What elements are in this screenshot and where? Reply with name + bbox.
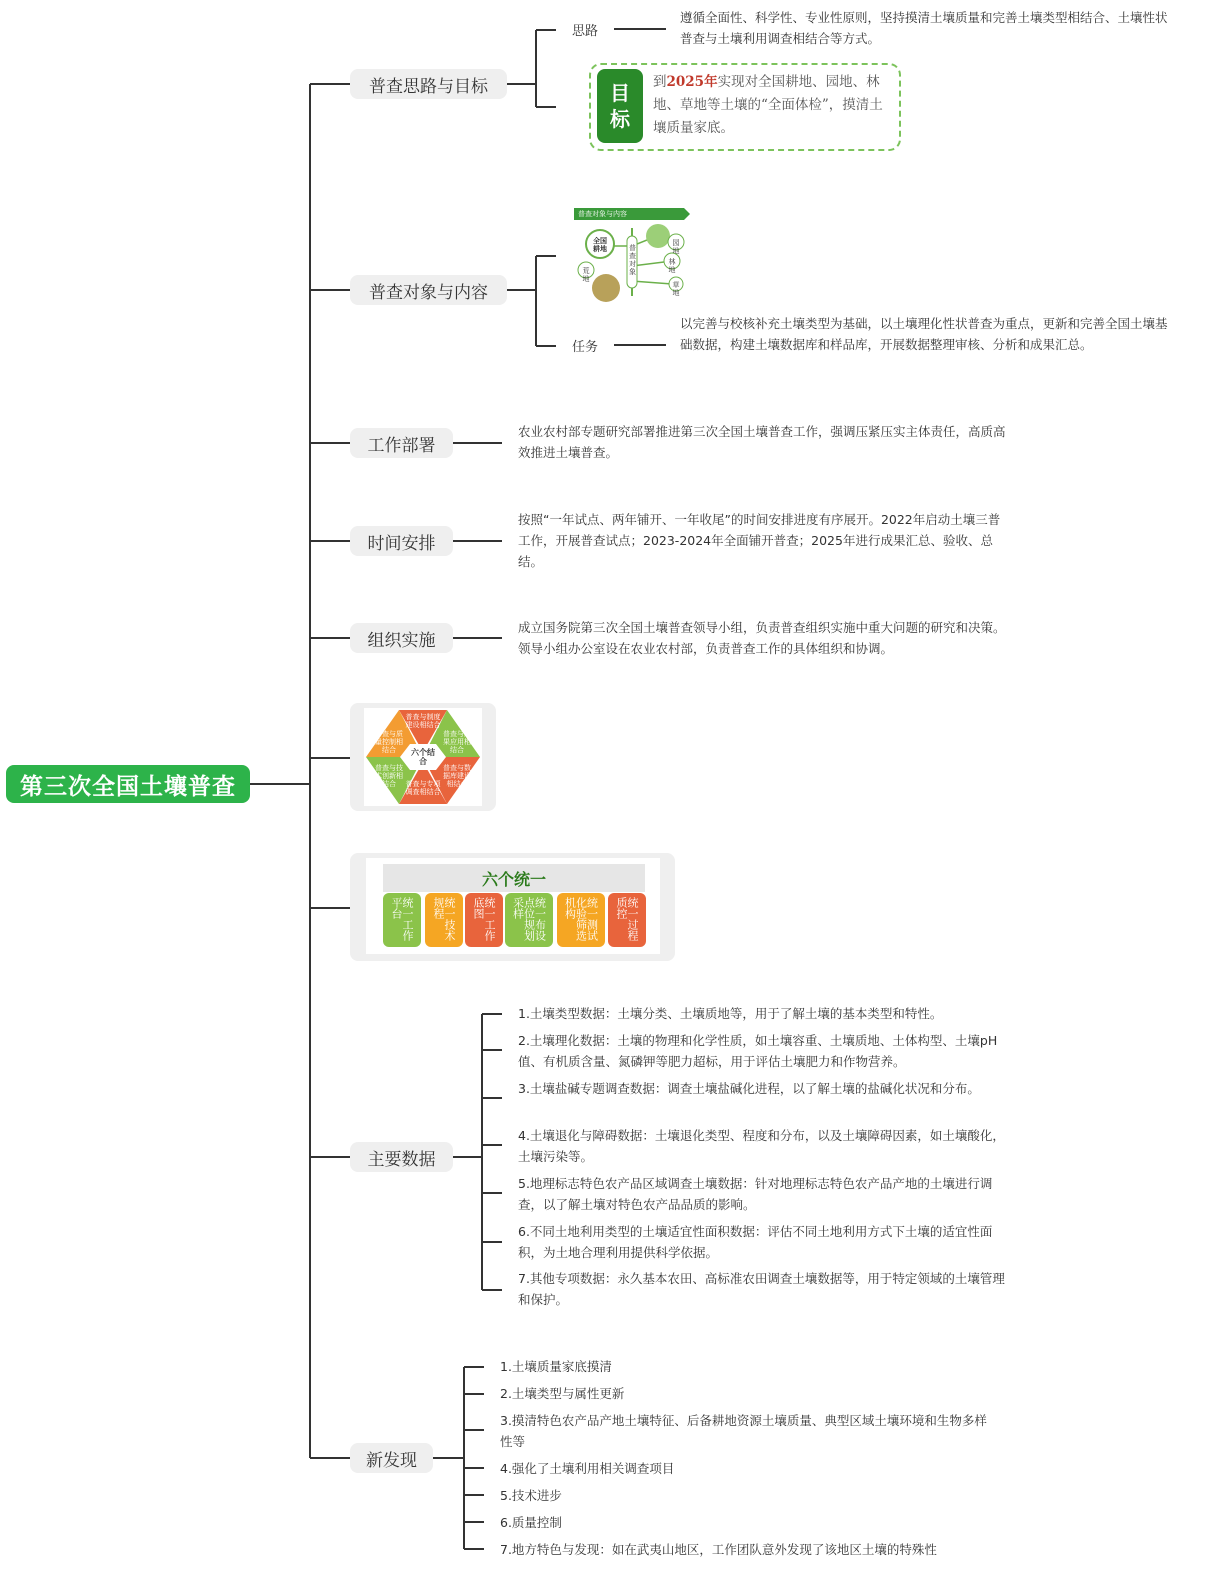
object-node-5: 荒地 [582,267,590,283]
object-node-center: 普查对象 [629,244,636,276]
six-combination-3: 普查与数据库建设相结合 [443,764,471,788]
six-unifications-title: 六个统一 [383,864,645,892]
goal-text: 到2025年实现对全国耕地、园地、林地、草地等土壤的“全面体检”，摸清土壤质量家底。 [653,74,883,136]
organization-text: 成立国务院第三次全国土壤普查领导小组，负责普查组织实施中重大问题的研究和决策。领导小组办公室设在农业农村部，负责普查工作的具体组织和协调。 [518,620,1006,656]
goal-card [589,63,901,151]
unification-2: 统一技术规程 [425,893,463,947]
main-data-item-1: 1.土壤类型数据：土壤分类、土壤质地等，用于了解土壤的基本类型和特性。 [518,1006,943,1021]
schedule-text: 按照“一年试点、两年铺开、一年收尾”的时间安排进度有序展开。2022年启动土壤三普工作，开展普查试点；2023-2024年全面铺开普查；2025年进行成果汇总、验收、总结。 [518,512,1001,569]
object-node-1: 全国耕地 [593,237,607,253]
unification-3: 统一工作底图 [465,893,503,947]
finding-item-3: 3.摸清特色农产品产地土壤特征、后备耕地资源土壤质量、典型区域土壤环境和生物多样性等 [500,1413,987,1449]
six-combinations-card[interactable] [350,703,496,811]
unification-5: 统一测试化验筛选机构 [557,893,605,947]
unification-4: 统一布设点位规划采样 [505,893,553,947]
six-combination-5: 普查与技术创新相结合 [375,764,403,788]
main-data-item-7: 7.其他专项数据：永久基本农田、高标准农田调查土壤数据等，用于特定领域的土壤管理和保护。 [518,1271,1005,1307]
branch-approach-goal[interactable]: 普查思路与目标 [350,69,507,99]
object-image-title: 普查对象与内容 [578,210,627,218]
object-node-2: 园地 [672,239,680,255]
object-content-image [572,206,692,308]
goal-badge: 目 标 [597,69,643,143]
deployment-text: 农业农村部专题研究部署推进第三次全国土壤普查工作，强调压紧压实主体责任，高质高效推进土壤普查。 [518,424,1006,460]
branch-schedule[interactable]: 时间安排 [350,526,453,556]
branch-main-data[interactable]: 主要数据 [350,1142,453,1172]
finding-item-5: 5.技术进步 [500,1488,562,1503]
approach-label: 思路 [572,24,599,39]
goal-year: 2025年 [666,74,718,90]
finding-item-6: 6.质量控制 [500,1515,562,1530]
finding-item-7: 7.地方特色与发现：如在武夷山地区，工作团队意外发现了该地区土壤的特殊性 [500,1542,937,1557]
unification-1: 统一工作平台 [383,893,421,947]
main-data-item-6: 6.不同土地利用类型的土壤适宜性面积数据：评估不同土地利用方式下土壤的适宜性面积，为土地合理利用提供科学依据。 [518,1224,993,1260]
finding-item-1: 1.土壤质量家底摸清 [500,1359,612,1374]
task-text: 以完善与校核补充土壤类型为基础，以土壤理化性状普查为重点，更新和完善全国土壤基础数据，构建土壤数据库和样品库，开展数据整理审核、分析和成果汇总。 [680,316,1168,352]
main-data-item-2: 2.土壤理化数据：土壤的物理和化学性质，如土壤容重、土壤质地、土体构型、土壤pH值、有机质含量、氮磷钾等肥力超标，用于评估土壤肥力和作物营养。 [518,1033,998,1069]
six-combination-1: 普查与制度建设相结合 [405,713,441,729]
unification-6: 统一过程质控 [608,893,646,947]
branch-organization[interactable]: 组织实施 [350,623,453,653]
finding-item-4: 4.强化了土壤利用相关调查项目 [500,1461,675,1476]
approach-text: 遵循全面性、科学性、专业性原则，坚持摸清土壤质量和完善土壤类型相结合、土壤性状普查与土壤利用调查相结合等方式。 [680,10,1168,46]
main-data-item-3: 3.土壤盐碱专题调查数据：调查土壤盐碱化进程，以了解土壤的盐碱化状况和分布。 [518,1081,980,1096]
six-combination-2: 普查与成果应用相结合 [443,730,471,754]
object-node-3: 林地 [668,258,676,274]
task-label: 任务 [572,340,599,355]
root-node[interactable]: 第三次全国土壤普查 [6,765,250,803]
object-node-4: 草地 [672,281,680,297]
six-combination-6: 普查与质量控制相结合 [375,730,403,754]
branch-deployment[interactable]: 工作部署 [350,428,453,458]
six-combinations-center: 六个结合 [411,748,435,766]
six-combination-4: 普查与专项调查相结合 [405,780,441,796]
main-data-item-5: 5.地理标志特色农产品区域调查土壤数据：针对地理标志特色农产品产地的土壤进行调查，以了解土壤对特色农产品品质的影响。 [518,1176,993,1212]
finding-item-2: 2.土壤类型与属性更新 [500,1386,625,1401]
branch-object-content[interactable]: 普查对象与内容 [350,275,507,305]
branch-new-findings[interactable]: 新发现 [350,1443,433,1473]
main-data-item-4: 4.土壤退化与障碍数据：土壤退化类型、程度和分布，以及土壤障碍因素，如土壤酸化，土壤污染等。 [518,1128,1005,1164]
